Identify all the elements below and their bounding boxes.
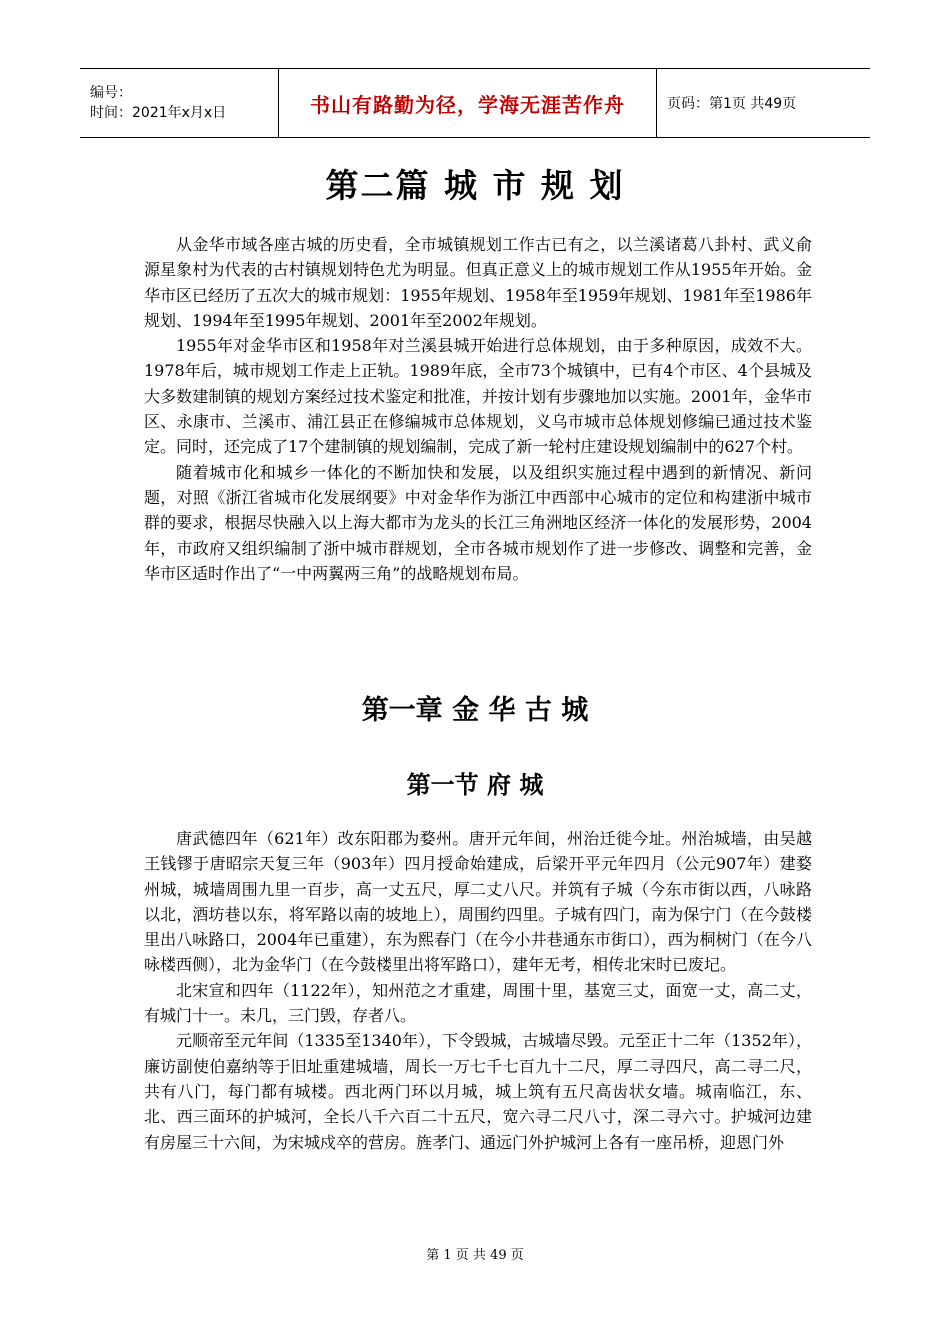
chapter-title: 第一章 金 华 古 城 — [361, 695, 589, 726]
paragraph: 1955年对金华市区和1958年对兰溪县城开始进行总体规划，由于多种原因，成效不大。1978年后，城市规划工作走上正轨。1989年底，全市73个城镇中，已有4个市区、4个县城及大多数建制镇的规划方案经过技术鉴定和批准，并按计划有步骤地加以实施。2001年，金华市区、永康市、兰溪市、浦江县正在修编城市总体规划，义乌市城市总体规划修编已通过技术鉴定。同时，还完成了17个建制镇的规划编制，完成了新一轮村庄建设规划编制中的627个村。 — [144, 336, 812, 457]
paragraph: 唐武德四年（621年）改东阳郡为婺州。唐开元年间，州治迁徙今址。州治城墙，由吴越王钱镠于唐昭宗天复三年（903年）四月授命始建成，后梁开平元年四月（公元907年）建婺州城，城墙周围九里一百步，高一丈五尺，厚二丈八尺。并筑有子城（今东市街以西，八咏路以北，酒坊巷以东，将军路以南的坡地上），周围约四里。子城有四门，南为保宁门（在今鼓楼里出八咏路口，2004年已重建），东为熙春门（在今小井巷通东市街口），西为桐树门（在今八咏楼西侧），北为金华门（在今鼓楼里出将军路口），建年无考，相传北宋时已废圮。 — [144, 829, 812, 975]
section-text — [144, 826, 812, 1155]
motto-text: 书山有路勤为径，学海无涯苦作舟 — [310, 92, 625, 117]
header-meta-cell — [80, 69, 279, 137]
time-label: 时间：2021年x月x日 — [90, 105, 227, 121]
paragraph: 随着城市化和城乡一体化的不断加快和发展，以及组织实施过程中遇到的新情况、新问题，对照《浙江省城市化发展纲要》中对金华作为浙江中西部中心城市的定位和构建浙中城市群的要求，根据尽快融入以上海大都市为龙头的长江三角洲地区经济一体化的发展形势，2004年，市政府又组织编制了浙中城市群规划，全市各城市规划作了进一步修改、调整和完善，金华市区适时作出了“一中两翼两三角”的战略规划布局。 — [144, 462, 812, 583]
page-footer: 第 1 页 共 49 页 — [426, 1248, 524, 1263]
paragraph: 从金华市域各座古城的历史看，全市城镇规划工作古已有之，以兰溪诸葛八卦村、武义俞源星象村为代表的古村镇规划特色尤为明显。但真正意义上的城市规划工作从1955年开始。金华市区已经历了五次大的城市规划：1955年规划、1958年至1959年规划、1981年至1986年规划、1994年至1995年规划、2001年至2002年规划。 — [144, 235, 812, 330]
header-page-cell — [657, 69, 870, 137]
header-motto-cell — [279, 69, 657, 137]
page-info: 页码：第1页 共49页 — [667, 96, 797, 112]
paragraph: 元顺帝至元年间（1335至1340年），下令毁城，古城墙尽毁。元至正十二年（1352年），廉访副使伯嘉纳等于旧址重建城墙，周长一万七千七百九十二尺，厚二寻四尺，高二寻二尺，共有八门，每门都有城楼。西北两门环以月城，城上筑有五尺高齿状女墙。城南临江，东、北、西三面环的护城河，全长八千六百二十五尺，宽六寻二尺八寸，深二寻六寸。护城河边建有房屋三十六间，为宋城戍卒的营房。旌孝门、通远门外护城河上各有一座吊桥，迎恩门外 — [144, 1031, 812, 1152]
document-header — [80, 68, 870, 138]
page-title: 第二篇 城 市 规 划 — [325, 166, 625, 205]
number-label: 编号： — [90, 85, 132, 101]
paragraph: 北宋宣和四年（1122年），知州范之才重建，周围十里，基宽三丈，面宽一丈，高二丈，有城门十一。未几，三门毁，存者八。 — [144, 980, 812, 1026]
section-title: 第一节 府 城 — [406, 771, 544, 799]
intro-text — [144, 232, 812, 586]
